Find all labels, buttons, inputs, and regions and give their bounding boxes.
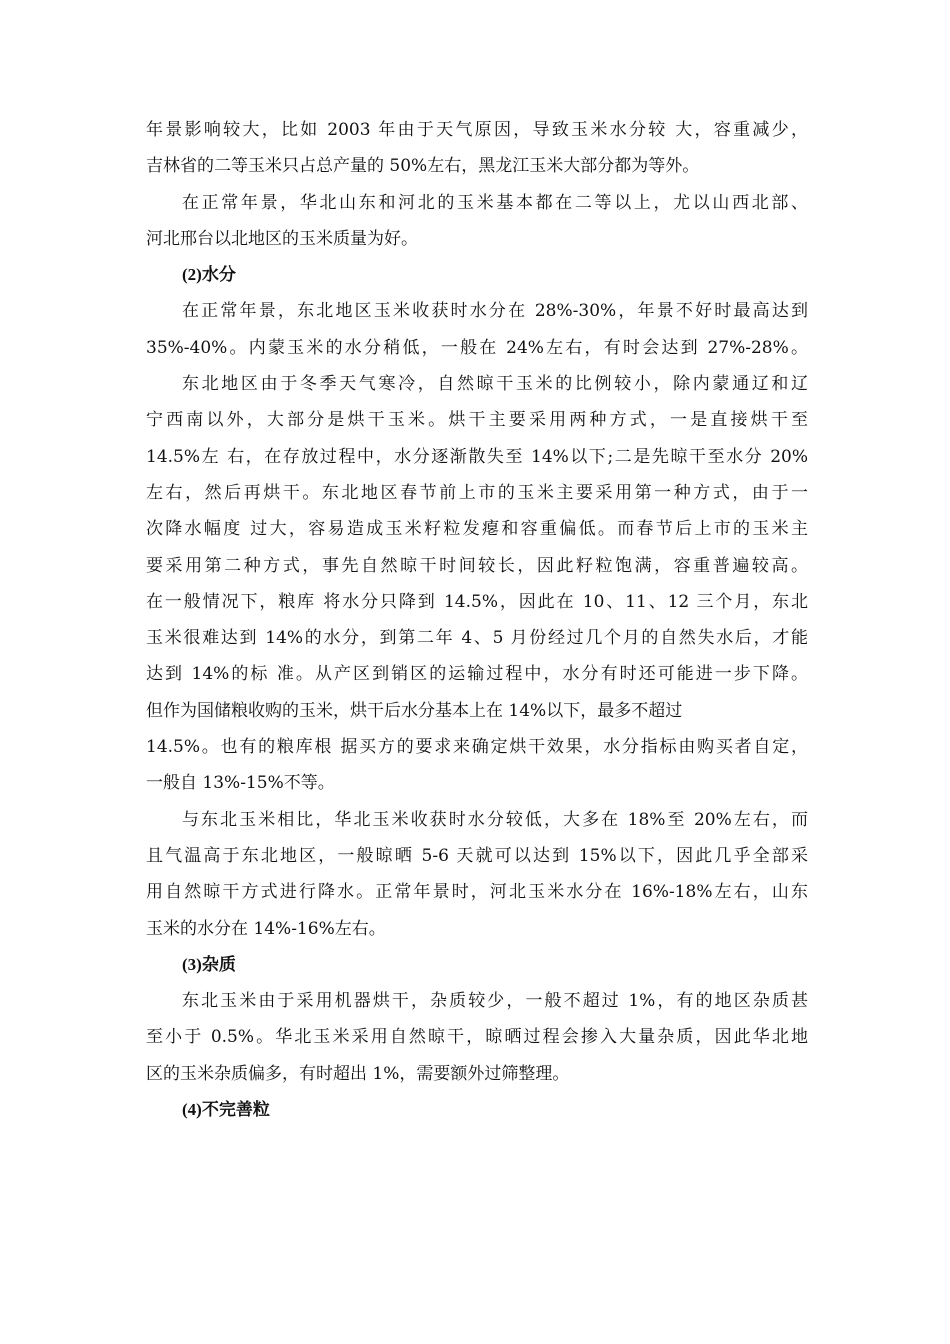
paragraph-line: 至小于 0.5%。华北玉米采用自然晾干，晾晒过程会掺入大量杂质，因此华北地 bbox=[146, 1027, 808, 1048]
paragraph-line: 一般自 13%-15%不等。 bbox=[146, 773, 335, 794]
paragraph-line: 在一般情况下，粮库 将水分只降到 14.5%，因此在 10、11、12 三个月，东北 bbox=[146, 591, 808, 612]
paragraph-line: 吉林省的二等玉米只占总产量的 50%左右，黑龙江玉米大部分都为等外。 bbox=[146, 156, 700, 177]
paragraph-line: 左右，然后再烘干。东北地区春节前上市的玉米主要采用第一种方式，由于一 bbox=[146, 482, 808, 503]
paragraph-line: 宁西南以外，大部分是烘干玉米。烘干主要采用两种方式，一是直接烘干至 bbox=[146, 410, 808, 431]
paragraph-line: 次降水幅度 过大，容易造成玉米籽粒发瘪和容重偏低。而春节后上市的玉米主 bbox=[146, 519, 808, 540]
paragraph-line: 35%-40%。内蒙玉米的水分稍低，一般在 24%左右，有时会达到 27%-28%。 bbox=[146, 337, 808, 358]
paragraph-line: 达到 14%的标 准。从产区到销区的运输过程中，水分有时还可能进一步下降。 bbox=[146, 664, 808, 685]
section-heading-moisture: (2)水分 bbox=[182, 265, 236, 285]
paragraph-line: 14.5%左 右，在存放过程中，水分逐渐散失至 14%以下;二是先晾干至水分 20% bbox=[146, 446, 808, 467]
paragraph-line: 与东北玉米相比，华北玉米收获时水分较低，大多在 18%至 20%左右，而 bbox=[182, 809, 808, 830]
paragraph-line: 年景影响较大，比如 2003 年由于天气原因，导致玉米水分较 大，容重减少， bbox=[146, 120, 808, 140]
paragraph-line: 东北玉米由于采用机器烘干，杂质较少，一般不超过 1%，有的地区杂质甚 bbox=[182, 991, 808, 1012]
document-page bbox=[146, 112, 808, 1128]
paragraph-line: 在正常年景，东北地区玉米收获时水分在 28%-30%，年景不好时最高达到 bbox=[182, 301, 808, 322]
paragraph-line: 14.5%。也有的粮库根 据买方的要求来确定烘干效果，水分指标由购买者自定， bbox=[146, 737, 808, 758]
section-heading-impurities: (3)杂质 bbox=[182, 954, 236, 974]
paragraph-line: 区的玉米杂质偏多，有时超出 1%，需要额外过筛整理。 bbox=[146, 1063, 570, 1084]
paragraph-line: 用自然晾干方式进行降水。正常年景时，河北玉米水分在 16%-18%左右，山东 bbox=[146, 882, 808, 903]
paragraph-line: 要采用第二种方式，事先自然晾干时间较长，因此籽粒饱满，容重普遍较高。 bbox=[146, 555, 808, 576]
paragraph-line: 但作为国储粮收购的玉米，烘干后水分基本上在 14%以下，最多不超过 bbox=[146, 700, 683, 721]
paragraph-line: 河北邢台以北地区的玉米质量为好。 bbox=[146, 228, 418, 249]
paragraph-line: 且气温高于东北地区，一般晾晒 5-6 天就可以达到 15%以下，因此几乎全部采 bbox=[146, 845, 808, 866]
section-heading-imperfect-grains: (4)不完善粒 bbox=[182, 1100, 270, 1120]
paragraph-line: 玉米很难达到 14%的水分，到第二年 4、5 月份经过几个月的自然失水后，才能 bbox=[146, 628, 808, 649]
paragraph-line: 在正常年景，华北山东和河北的玉米基本都在二等以上，尤以山西北部、 bbox=[182, 192, 808, 213]
paragraph-line: 玉米的水分在 14%-16%左右。 bbox=[146, 918, 386, 939]
paragraph-line: 东北地区由于冬季天气寒冷，自然晾干玉米的比例较小，除内蒙通辽和辽 bbox=[182, 374, 808, 395]
